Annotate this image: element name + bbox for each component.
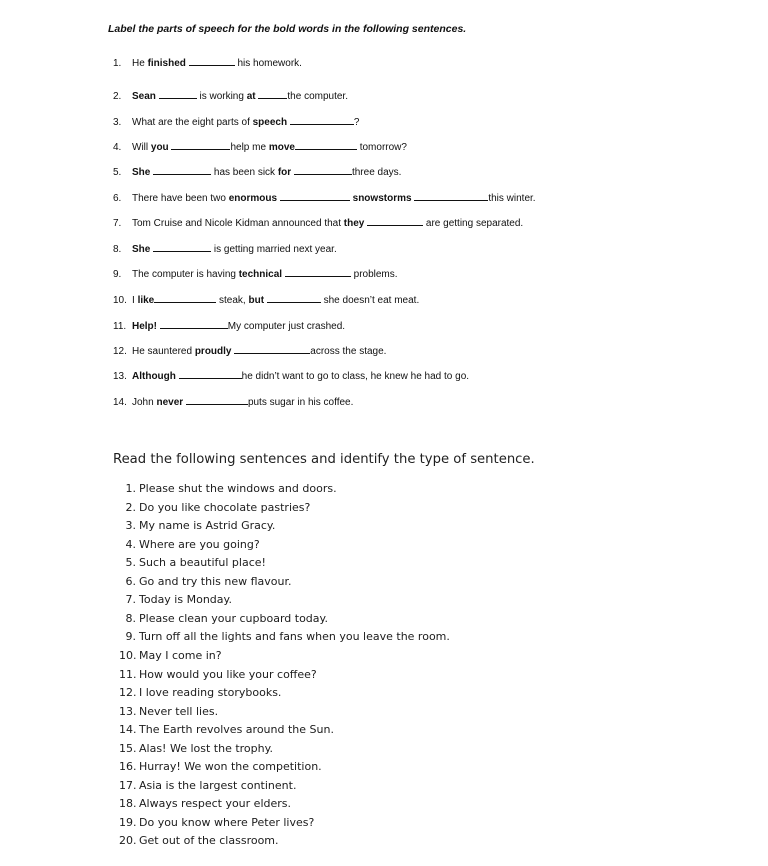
answer-blank[interactable] <box>294 165 352 175</box>
question-number: 14. <box>113 397 127 408</box>
sentence-text: Do you like chocolate pastries? <box>139 500 311 514</box>
question-number: 2. <box>113 91 122 102</box>
question-number: 11. <box>113 321 127 332</box>
question-item <box>113 293 419 307</box>
sentence-item <box>119 797 291 810</box>
answer-blank[interactable] <box>153 242 211 252</box>
sentence-item <box>119 742 273 755</box>
sentence-item <box>119 556 266 569</box>
answer-blank[interactable] <box>290 115 354 125</box>
sentence-text: Hurray! We won the competition. <box>139 760 322 774</box>
bold-word: speech <box>252 117 288 128</box>
sentence-item <box>119 630 450 643</box>
sentence-number: 16. <box>119 760 137 774</box>
sentence-text: Today is Monday. <box>139 593 232 607</box>
question-item <box>113 242 337 256</box>
question-number: 8. <box>113 244 122 255</box>
sentence-text: Tom Cruise and Nicole Kidman announced that <box>132 218 344 229</box>
sentence-number: 9. <box>125 630 136 644</box>
sentence-item <box>119 649 222 662</box>
sentence-text: How would you like your coffee? <box>139 667 317 681</box>
sentence-text: she doesn’t eat meat. <box>320 295 420 306</box>
sentence-text: has been sick <box>211 167 278 178</box>
sentence-text: this winter. <box>488 193 536 204</box>
sentence-text: May I come in? <box>139 648 222 662</box>
answer-blank[interactable] <box>295 140 357 150</box>
question-number: 7. <box>113 218 122 229</box>
sentence-number: 18. <box>119 797 137 811</box>
sentence-text: he didn’t want to go to class, he knew he had to go. <box>241 371 470 382</box>
question-number: 6. <box>113 193 122 204</box>
sentence-item <box>119 593 232 606</box>
bold-word: enormous <box>228 193 278 204</box>
answer-blank[interactable] <box>258 89 287 99</box>
sentence-item <box>119 668 317 681</box>
answer-blank[interactable] <box>186 395 248 405</box>
sentence-text: Asia is the largest continent. <box>139 778 297 792</box>
sentence-number: 5. <box>125 556 136 570</box>
sentence-text: Will <box>132 142 151 153</box>
sentence-item <box>119 834 279 847</box>
sentence-number: 7. <box>125 593 136 607</box>
sentence-text: puts sugar in his coffee. <box>247 397 354 408</box>
question-item <box>113 395 353 409</box>
sentence-number: 11. <box>119 667 137 681</box>
bold-word: like <box>137 295 155 306</box>
bold-word: She <box>132 167 151 178</box>
section1-heading: Label the parts of speech for the bold words in the following sentences. <box>108 23 467 35</box>
sentence-number: 17. <box>119 778 137 792</box>
question-number: 5. <box>113 167 122 178</box>
question-item <box>113 369 469 383</box>
sentence-item <box>119 482 337 495</box>
sentence-text: tomorrow? <box>356 142 407 153</box>
bold-word: they <box>343 218 365 229</box>
sentence-text: Get out of the classroom. <box>139 834 279 848</box>
sentence-text: is getting married next year. <box>211 244 337 255</box>
question-number: 12. <box>113 346 127 357</box>
sentence-number: 13. <box>119 704 137 718</box>
bold-word: you <box>150 142 169 153</box>
sentence-text: Please shut the windows and doors. <box>139 482 337 495</box>
answer-blank[interactable] <box>159 89 197 99</box>
sentence-number: 19. <box>119 815 137 829</box>
question-number: 4. <box>113 142 122 153</box>
sentence-text: Go and try this new flavour. <box>139 574 292 588</box>
sentence-text: There have been two <box>132 193 229 204</box>
sentence-item <box>119 612 328 625</box>
question-number: 10. <box>113 295 127 306</box>
answer-blank[interactable] <box>153 165 211 175</box>
bold-word: but <box>248 295 265 306</box>
bold-word: technical <box>238 269 283 280</box>
sentence-text: He sauntered <box>132 346 195 357</box>
sentence-text: Such a beautiful place! <box>139 556 266 570</box>
answer-blank[interactable] <box>414 191 488 201</box>
sentence-text: What are the eight parts of <box>132 117 253 128</box>
answer-blank[interactable] <box>234 344 310 354</box>
sentence-text: I love reading storybooks. <box>139 686 282 700</box>
sentence-text: Where are you going? <box>139 537 260 551</box>
sentence-item <box>119 760 322 773</box>
question-item <box>113 56 302 70</box>
bold-word: Sean <box>132 91 156 102</box>
sentence-text: The computer is having <box>132 269 239 280</box>
bold-word: Help! <box>132 321 157 332</box>
sentence-text: are getting separated. <box>423 218 524 229</box>
answer-blank[interactable] <box>367 216 423 226</box>
bold-word: for <box>277 167 292 178</box>
sentence-text: My computer just crashed. <box>227 321 346 332</box>
question-number: 9. <box>113 269 122 280</box>
sentence-number: 20. <box>119 834 137 848</box>
section2-heading: Read the following sentences and identify the type of sentence. <box>113 452 535 467</box>
question-number: 13. <box>113 371 127 382</box>
sentence-text: ? <box>353 117 360 128</box>
bold-word: snowstorms <box>352 193 412 204</box>
question-item <box>113 115 359 129</box>
question-number: 3. <box>113 117 122 128</box>
sentence-text: He <box>132 58 148 69</box>
sentence-text: steak, <box>216 295 249 306</box>
question-item <box>113 319 345 333</box>
sentence-item <box>119 816 314 829</box>
question-item <box>113 89 348 103</box>
sentence-number: 8. <box>125 611 136 625</box>
bold-word: Although <box>132 371 176 382</box>
question-item <box>113 165 401 179</box>
sentence-text: across the stage. <box>310 346 387 357</box>
sentence-number: 15. <box>119 741 137 755</box>
sentence-text: I <box>132 295 138 306</box>
sentence-number: 4. <box>125 537 136 551</box>
answer-blank[interactable] <box>280 191 350 201</box>
bold-word: move <box>268 142 295 153</box>
bold-word: proudly <box>194 346 232 357</box>
question-item <box>113 140 407 154</box>
bold-word: at <box>246 91 256 102</box>
sentence-text: the computer. <box>287 91 348 102</box>
sentence-number: 14. <box>119 723 137 737</box>
sentence-item <box>119 686 281 699</box>
sentence-item <box>119 519 275 532</box>
question-item <box>113 191 536 205</box>
sentence-item <box>119 575 291 588</box>
question-item <box>113 344 386 358</box>
sentence-text: Do you know where Peter lives? <box>139 815 315 829</box>
sentence-number: 12. <box>119 686 137 700</box>
answer-blank[interactable] <box>267 293 321 303</box>
bold-word: She <box>132 244 151 255</box>
sentence-text: his homework. <box>234 58 302 69</box>
sentence-text: John <box>132 397 157 408</box>
answer-blank[interactable] <box>154 293 216 303</box>
sentence-text: Please clean your cupboard today. <box>139 611 328 625</box>
question-number: 1. <box>113 58 122 69</box>
sentence-number: 10. <box>119 648 137 662</box>
question-item <box>113 267 398 281</box>
answer-blank[interactable] <box>189 56 235 66</box>
answer-blank[interactable] <box>171 140 230 150</box>
sentence-text: three days. <box>351 167 402 178</box>
sentence-number: 2. <box>125 500 136 514</box>
sentence-text: problems. <box>350 269 398 280</box>
sentence-text: Turn off all the lights and fans when you leave the room. <box>139 630 450 644</box>
bold-word: never <box>156 397 184 408</box>
sentence-item <box>119 501 310 514</box>
sentence-text: My name is Astrid Gracy. <box>139 519 276 533</box>
answer-blank[interactable] <box>160 319 228 329</box>
sentence-item <box>119 779 296 792</box>
answer-blank[interactable] <box>285 267 351 277</box>
bold-word: finished <box>147 58 186 69</box>
sentence-item <box>119 705 218 718</box>
sentence-text: The Earth revolves around the Sun. <box>139 723 334 737</box>
question-item <box>113 216 523 230</box>
sentence-number: 6. <box>125 574 136 588</box>
answer-blank[interactable] <box>179 369 242 379</box>
sentence-text: Always respect your elders. <box>139 797 291 811</box>
sentence-number: 1. <box>125 482 136 495</box>
sentence-text: Never tell lies. <box>139 704 219 718</box>
sentence-item <box>119 538 260 551</box>
sentence-text: help me <box>230 142 269 153</box>
sentence-item <box>119 723 334 736</box>
sentence-text: Alas! We lost the trophy. <box>139 741 274 755</box>
sentence-text: is working <box>196 91 247 102</box>
sentence-number: 3. <box>125 519 136 533</box>
